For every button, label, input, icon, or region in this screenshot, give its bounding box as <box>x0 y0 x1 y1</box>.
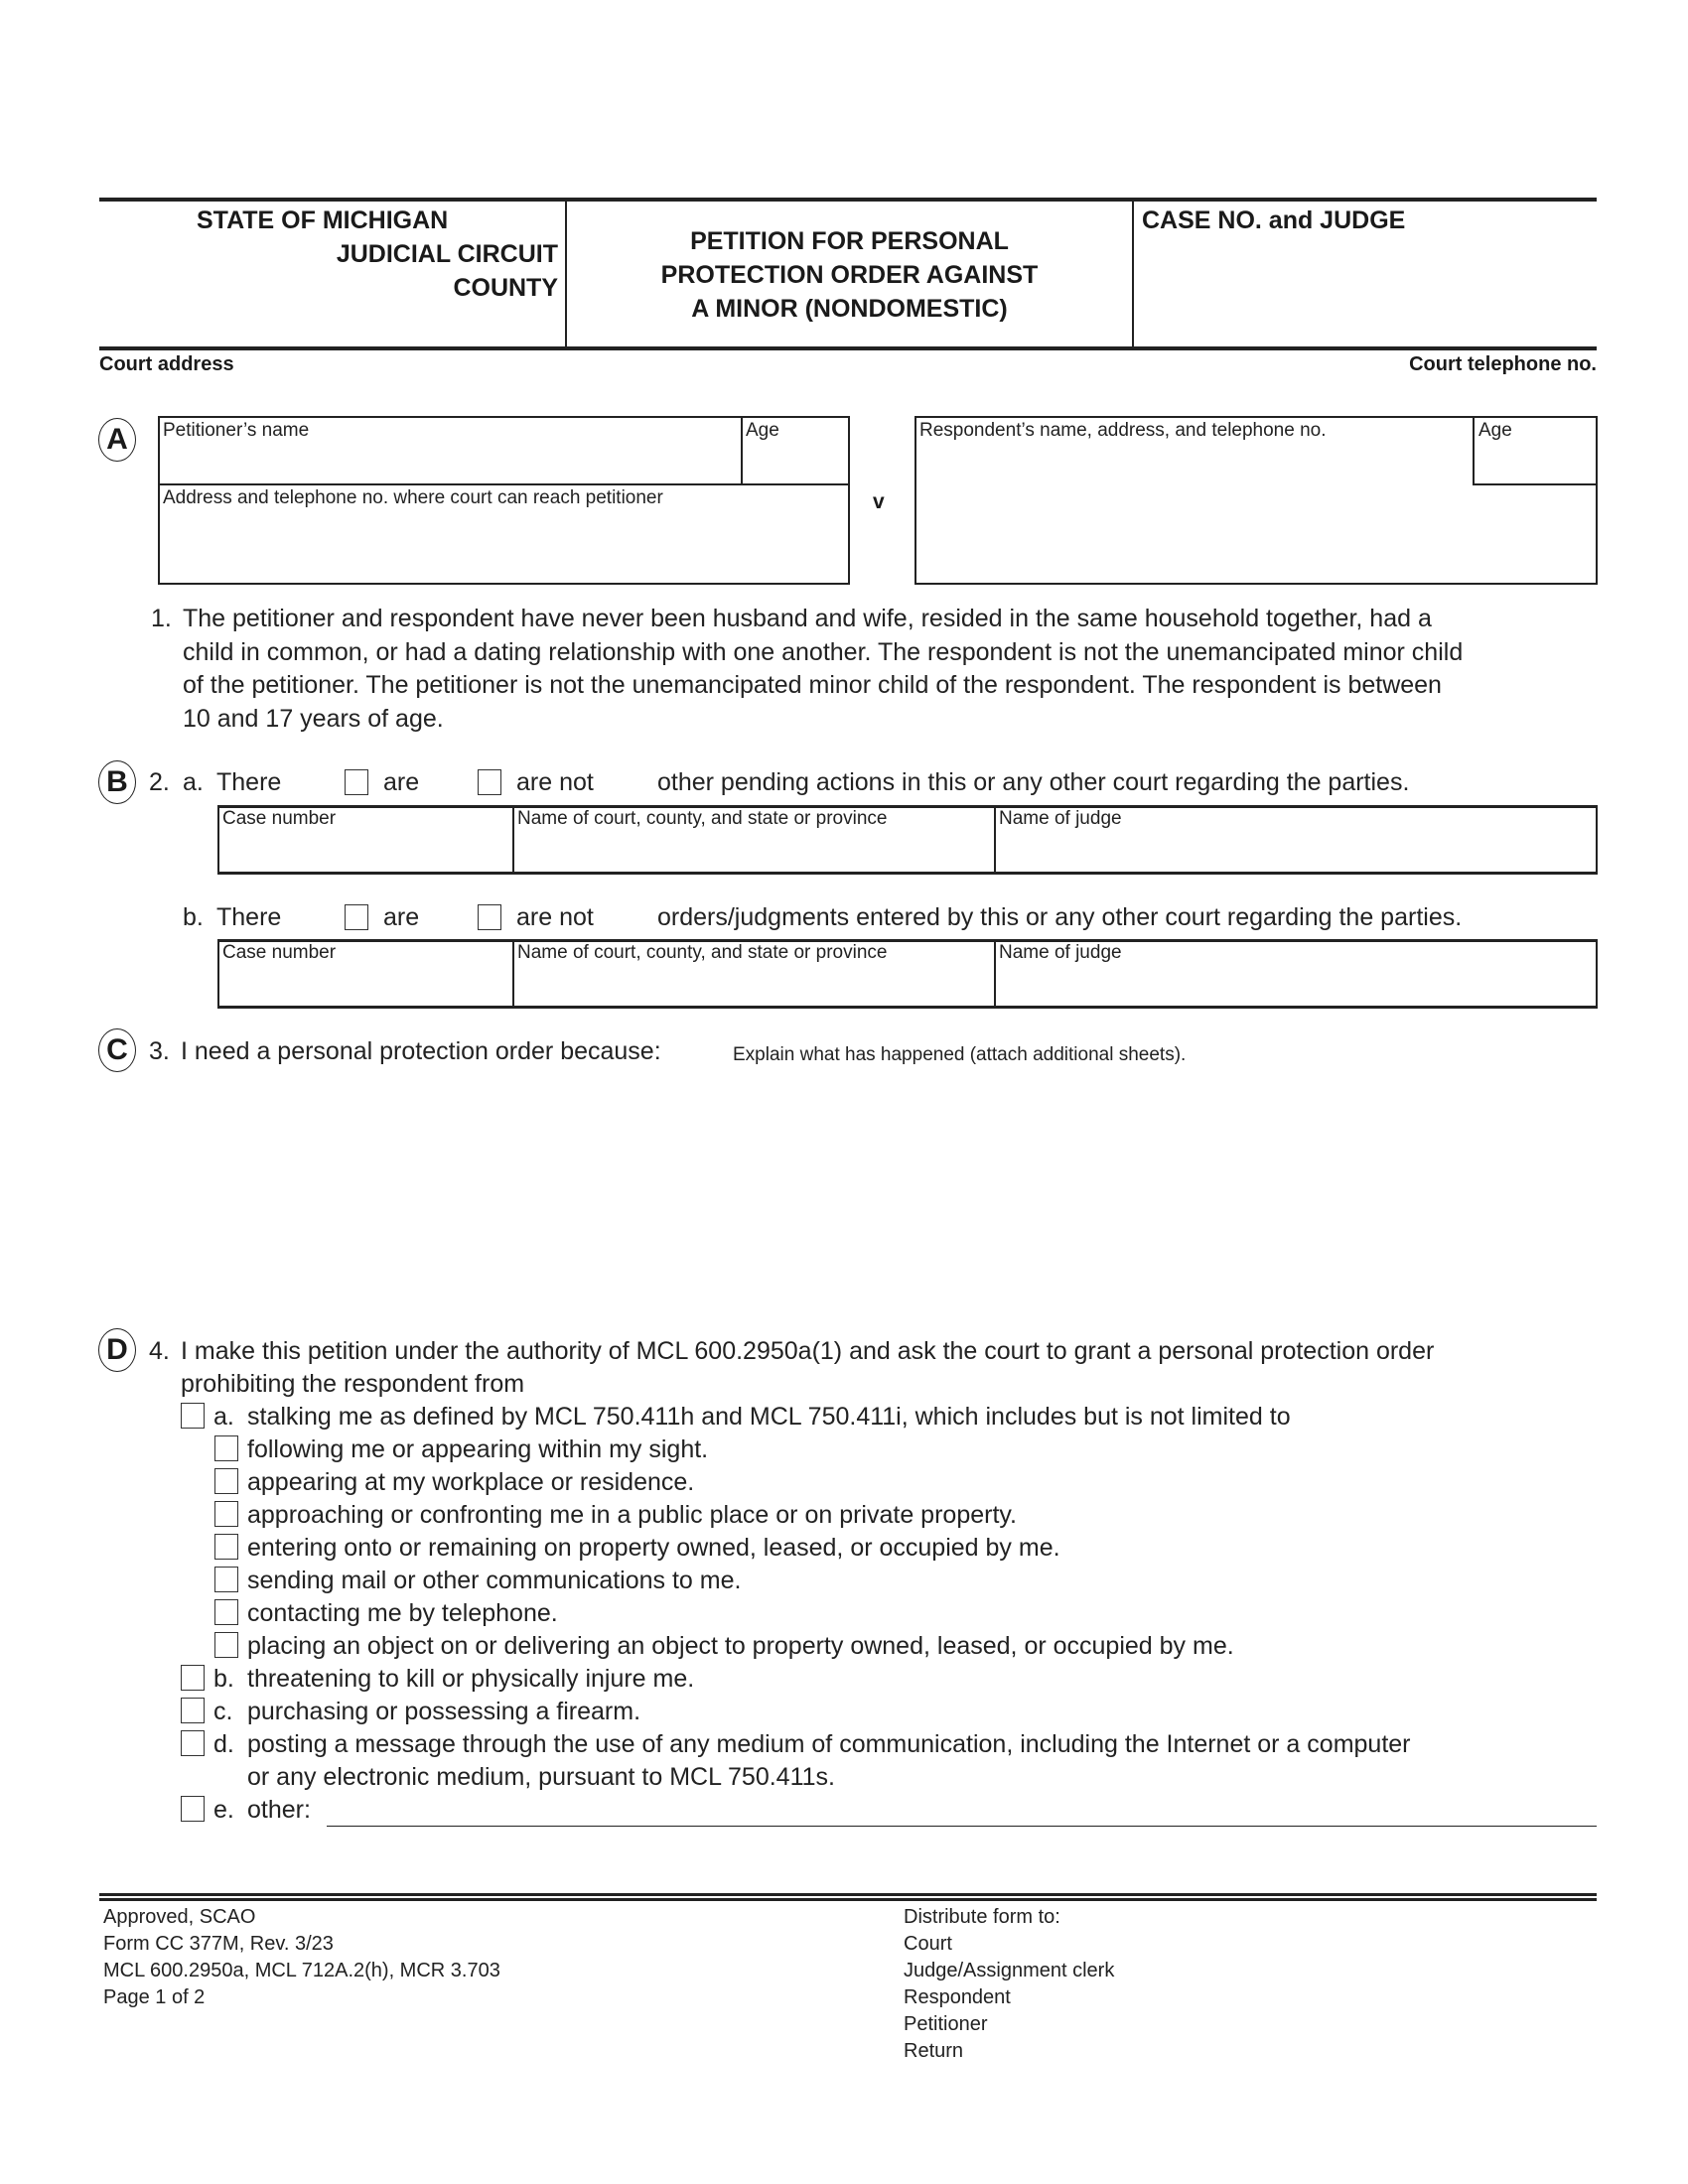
item-4a-letter: a. <box>213 1403 234 1431</box>
item-2a-text: other pending actions in this or any other court regarding the parties. <box>657 768 1410 796</box>
item-4b-letter: b. <box>213 1665 234 1693</box>
section-d-intro-line-2: prohibiting the respondent from <box>181 1370 525 1398</box>
explanation-field[interactable] <box>181 1077 1597 1315</box>
item-2b-col-divider-2 <box>994 940 996 1008</box>
item-4a-sub-checkbox[interactable] <box>214 1534 238 1560</box>
section-c-hint: Explain what has happened (attach additional sheets). <box>733 1044 1187 1065</box>
petitioner-name-field[interactable] <box>163 445 737 480</box>
court-address-label: Court address <box>99 353 234 375</box>
versus-label: v <box>873 490 885 513</box>
item-4a-sub-text: contacting me by telephone. <box>247 1599 558 1627</box>
item-1-number: 1. <box>151 605 172 632</box>
section-d-marker: D <box>98 1328 136 1372</box>
section-b-marker: B <box>98 760 136 804</box>
item-4d-letter: d. <box>213 1730 234 1758</box>
petitioner-row-divider <box>159 483 849 485</box>
item-2b-col-case-number: Case number <box>222 942 337 963</box>
item-4d-checkbox[interactable] <box>181 1730 205 1756</box>
item-2b-letter: b. <box>183 903 204 931</box>
item-4a-sub-text: entering onto or remaining on property owned, leased, or occupied by me. <box>247 1534 1060 1562</box>
form-title-line-3: A MINOR (NONDOMESTIC) <box>691 295 1008 323</box>
footer-rule-top <box>99 1893 1597 1896</box>
item-4c-text: purchasing or possessing a firearm. <box>247 1698 641 1725</box>
section-a-marker: A <box>98 418 136 462</box>
footer-form-info <box>103 1904 500 2011</box>
section-d-intro-line-1: I make this petition under the authority of MCL 600.2950a(1) and ask the court to grant a personal protection order <box>181 1337 1435 1365</box>
respondent-age-label: Age <box>1478 420 1512 441</box>
footer-form-number: Form CC 377M, Rev. 3/23 <box>103 1933 334 1955</box>
respondent-label: Respondent’s name, address, and telephone no. <box>919 420 1327 441</box>
form-title <box>567 224 1132 326</box>
item-2a-col-court: Name of court, county, and state or province <box>517 808 888 829</box>
item-1-line: The petitioner and respondent have never been husband and wife, resided in the same household together, had a <box>183 605 1432 632</box>
item-4c-letter: c. <box>213 1698 233 1725</box>
item-2b-col-divider-1 <box>512 940 514 1008</box>
item-2b-col-court: Name of court, county, and state or province <box>517 942 888 963</box>
item-2a-case-number-field[interactable] <box>222 834 508 870</box>
footer-distribute-title: Distribute form to: <box>904 1906 1060 1928</box>
footer-distribute-item: Return <box>904 2040 964 2062</box>
footer-distribute-item: Court <box>904 1933 952 1955</box>
county-label: COUNTY <box>453 274 558 302</box>
state-label: STATE OF MICHIGAN <box>197 206 449 234</box>
item-4e-text: other: <box>247 1796 311 1824</box>
item-4a-sub-text: appearing at my workplace or residence. <box>247 1468 695 1496</box>
item-2a-are-label: are <box>383 768 420 796</box>
section-d-number: 4. <box>149 1337 170 1365</box>
form-title-line-1: PETITION FOR PERSONAL <box>690 227 1009 255</box>
item-1-statement <box>183 603 1603 736</box>
item-2a-there: There <box>216 768 282 796</box>
item-2a-are-not-label: are not <box>516 768 594 796</box>
item-1-line: child in common, or had a dating relationship with one another. The respondent is not the unemancipated minor child <box>183 637 1464 666</box>
item-4a-sub-checkbox[interactable] <box>214 1599 238 1625</box>
item-2a-court-field[interactable] <box>517 834 990 870</box>
header-bottom-rule <box>99 346 1597 350</box>
item-4a-sub-checkbox[interactable] <box>214 1501 238 1527</box>
petitioner-age-field[interactable] <box>746 445 845 480</box>
item-2b-court-field[interactable] <box>517 968 990 1004</box>
item-2a-col-divider-2 <box>994 806 996 874</box>
item-4e-letter: e. <box>213 1796 234 1824</box>
item-4a-sub-checkbox[interactable] <box>214 1632 238 1658</box>
item-4d-text: posting a message through the use of any medium of communication, including the Internet or a computer <box>247 1730 1411 1758</box>
circuit-label: JUDICIAL CIRCUIT <box>336 240 558 268</box>
item-4d-text-cont: or any electronic medium, pursuant to MCL 750.411s. <box>247 1763 835 1791</box>
case-no-judge-label: CASE NO. and JUDGE <box>1142 206 1406 234</box>
petitioner-address-field[interactable] <box>163 512 844 580</box>
item-4a-checkbox[interactable] <box>181 1403 205 1429</box>
item-2b-are-not-label: are not <box>516 903 594 931</box>
court-block <box>99 204 558 305</box>
header-top-rule <box>99 198 1597 202</box>
footer-distribute-item: Respondent <box>904 1986 1011 2008</box>
item-2a-col-judge: Name of judge <box>999 808 1122 829</box>
item-1-line: of the petitioner. The petitioner is not the unemancipated minor child of the respondent. The respondent is between <box>183 671 1442 699</box>
petitioner-name-label: Petitioner’s name <box>163 420 310 441</box>
respondent-field[interactable] <box>919 445 1468 580</box>
item-4e-other-field[interactable] <box>327 1797 1597 1827</box>
section-c-marker: C <box>98 1028 136 1072</box>
petitioner-age-divider <box>741 417 743 485</box>
petitioner-address-label: Address and telephone no. where court can reach petitioner <box>163 487 663 508</box>
footer-approved: Approved, SCAO <box>103 1906 256 1928</box>
item-2b-judge-field[interactable] <box>999 968 1593 1004</box>
item-4a-text: stalking me as defined by MCL 750.411h and MCL 750.411i, which includes but is not limited to <box>247 1403 1291 1431</box>
item-4a-sub-text: approaching or confronting me in a public place or on private property. <box>247 1501 1017 1529</box>
respondent-age-bottom <box>1474 483 1597 485</box>
respondent-age-divider <box>1473 417 1475 485</box>
header-divider-2 <box>1132 200 1134 348</box>
petitioner-age-label: Age <box>746 420 779 441</box>
section-b-number: 2. <box>149 768 170 796</box>
footer-page-number: Page 1 of 2 <box>103 1986 206 2008</box>
item-2a-judge-field[interactable] <box>999 834 1593 870</box>
form-title-line-2: PROTECTION ORDER AGAINST <box>660 261 1039 289</box>
section-c-number: 3. <box>149 1037 170 1065</box>
item-4a-sub-checkbox[interactable] <box>214 1468 238 1494</box>
respondent-age-field[interactable] <box>1478 445 1592 480</box>
footer-authority: MCL 600.2950a, MCL 712A.2(h), MCR 3.703 <box>103 1960 500 1981</box>
item-2b-col-judge: Name of judge <box>999 942 1122 963</box>
item-4a-sub-checkbox[interactable] <box>214 1435 238 1461</box>
item-4e-checkbox[interactable] <box>181 1796 205 1822</box>
item-2b-text: orders/judgments entered by this or any other court regarding the parties. <box>657 903 1463 931</box>
item-2b-case-number-field[interactable] <box>222 968 508 1004</box>
item-2a-are-not-checkbox[interactable] <box>478 769 501 795</box>
item-2a-letter: a. <box>183 768 204 796</box>
footer-distribution <box>904 1904 1114 2065</box>
footer-distribute-item: Judge/Assignment clerk <box>904 1960 1115 1981</box>
court-telephone-label: Court telephone no. <box>1409 353 1597 375</box>
item-4a-sub-text: following me or appearing within my sight. <box>247 1435 709 1463</box>
footer-rule-bottom <box>99 1898 1597 1901</box>
item-2a-col-divider-1 <box>512 806 514 874</box>
item-4a-sub-text: placing an object on or delivering an object to property owned, leased, or occupied by me. <box>247 1632 1234 1660</box>
item-4c-checkbox[interactable] <box>181 1698 205 1723</box>
item-2a-col-case-number: Case number <box>222 808 337 829</box>
item-4a-sub-text: sending mail or other communications to me. <box>247 1567 742 1594</box>
item-2b-are-checkbox[interactable] <box>345 904 368 930</box>
section-c-text: I need a personal protection order because: <box>181 1037 661 1065</box>
item-2b-there: There <box>216 903 282 931</box>
item-2a-are-checkbox[interactable] <box>345 769 368 795</box>
item-4b-checkbox[interactable] <box>181 1665 205 1691</box>
footer-distribute-item: Petitioner <box>904 2013 988 2035</box>
item-4b-text: threatening to kill or physically injure me. <box>247 1665 695 1693</box>
item-4a-sub-checkbox[interactable] <box>214 1567 238 1592</box>
item-2b-are-label: are <box>383 903 420 931</box>
item-2b-are-not-checkbox[interactable] <box>478 904 501 930</box>
item-1-line: 10 and 17 years of age. <box>183 704 444 733</box>
case-no-judge-field[interactable] <box>1137 243 1594 342</box>
